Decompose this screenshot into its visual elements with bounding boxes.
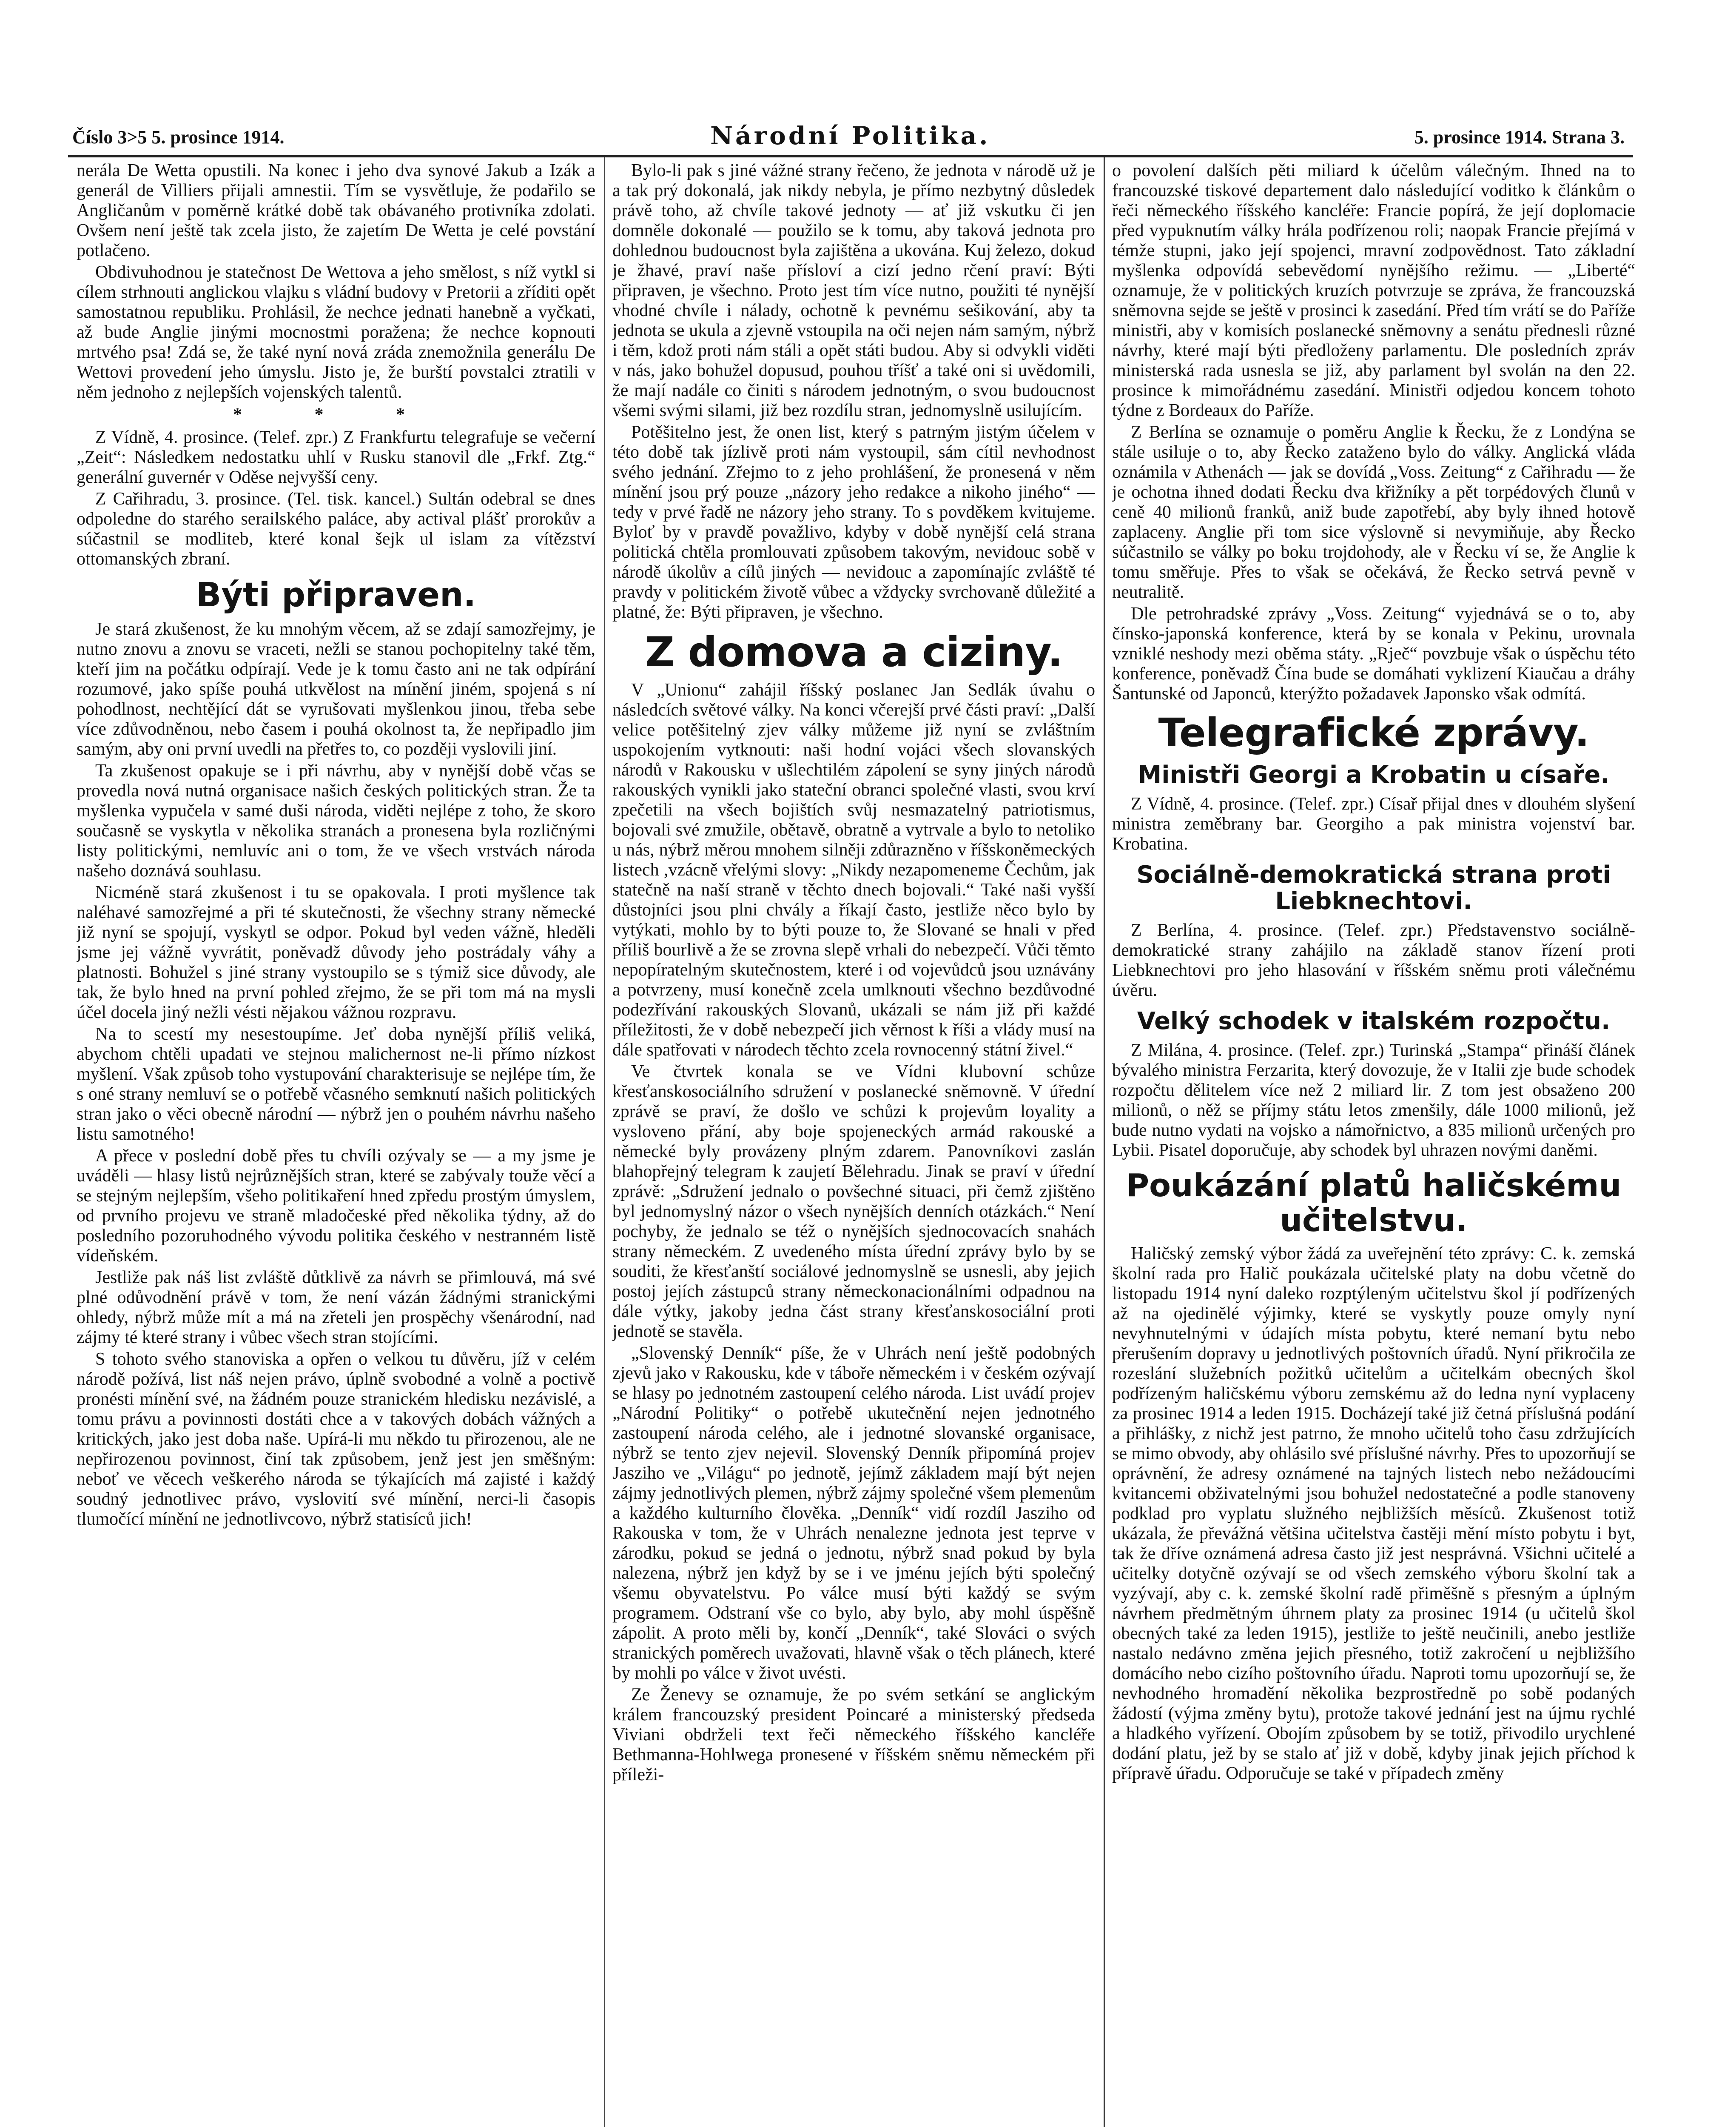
news-berlin-greece: Z Berlína se oznamuje o poměru Anglie k Řecku, že z Londýna se stále usiluje o to, aby Řecko zataženo bylo do války. Anglická vláda oznámila v Athenách — jak se dovídá „Voss. Zeitung“ z Cařihradu — že je ochotna ihned dodati Řecku dva křižníky a pět torpédových člunů v ceně 40 milionů franků, aniž bude zapotřebí, aby byly ihned hotově zaplaceny. Anglie při tom sice výslovně si nevymiňuje, aby Řecko súčastnilo se války po boku trojdohody, ale v Řecku ví se, že Anglie k tomu směřuje. Přes to však se očekává, že Řecko setrvá pevně v neutralitě. — [1112, 422, 1635, 602]
news-christian-social-club: Ve čtvrtek konala se ve Vídni klubovní schůze křesťanskosociálního sdružení v poslanecké sněmovně. V úřední zprávě se praví, že došlo ve schůzi k projevům loyality a vysloveno přání, aby boje spojeneckých armád rakouské a německé byly provázeny plným zdarem. Panovníkovi zaslán blahopřejný telegram k zaujetí Bělehradu. Jinak se praví v úřední zprávě: „Sdružení jednalo o povšechné situaci, při čemž zjištěno byl jednomyslný názor o všech nynějších denních otázkách.“ Není pochyby, že jednalo se též o nynějších sjednocovacích snahách strany německém. Z uvedeného místa úřední zprávy bylo by se souditi, že křesťanští sociálové jednomyslně se usnesli, aby jejich postoj jejích zástupců strany německonacionálními odpadnou na dále výtky, jakoby jedna část strany křesťanskosociální proti jednotě se stavěla. — [612, 1062, 1095, 1341]
editorial-paragraph-1: Je stará zkušenost, že ku mnohým věcem, až se zdají samozřejmy, je nutno znovu a znovu se vraceti, nežli se stanou pochopitelny také těm, kteří jim na počátku odpírají. Vede je k tomu často ani ne tak odpírání rozumové, jako spíše pouhá utkvělost na mínění jiném, spojená s ní pohodlnost, nechtějící dát se vyrušovati myšlenkou jinou, třeba sebe více zdůvodněnou, nebo časem i pouhá okolnost ta, že nepřipadlo jim samým, aby oni první uvedli na přetřes to, co později vyslovili jiní. — [77, 619, 595, 759]
paper-name: Národní Politika. — [710, 121, 990, 150]
editorial-paragraph-4: Na to scestí my nesestoupíme. Jeť doba nynější příliš veliká, abychom chtěli upadati ve stejnou malichernost ne-li přímo nízkost myšlení. Však způsob toho vystupování charakterisuje se nejlépe tím, že s oné strany nemluví se o potřebě včasného semknutí našich politických stran jako o věci obecně národní — nýbrž jen o pouhém návrhu našeho listu samotného! — [77, 1024, 595, 1144]
masthead — [72, 121, 1625, 151]
news-vienna-emperor: Z Vídně, 4. prosince. (Telef. zpr.) Císař přijal dnes v dlouhém slyšení ministra zeměbrany bar. Georgiho a pak ministra vojenství bar. Krobatina. — [1112, 794, 1635, 854]
editorial-paragraph-2: Ta zkušenost opakuje se i při návrhu, aby v nynější době včas se provedla nová nutná organisace našich českých politických stran. Že ta myšlenka vypučela v samé duši národa, viděti nejlépe z toho, že skoro současně se vyskytla v několika stranách a pronesena byla rozličnými listy politickými, nemluvíc ani o tom, že ve všech vrstvách národa našeho doznává souhlasu. — [77, 761, 595, 881]
column-3 — [1112, 161, 1635, 2127]
section-separator: * * * — [233, 405, 439, 425]
news-france-continued: o povolení dalších pěti miliard k účelům válečným. Ihned na to francouzské tiskové departement dalo následující voditko k článkům o řeči německého říšského kancléře: Francie popírá, že její doplomacie před vypuknutím války hrála podřízenou roli; naopak Francie přejímá v témže stupni, jako její spojenci, mravní zodpovědnost. Tato základní myšlenka odpovídá sebevědomí nynějšího režimu. — „Liberté“ oznamuje, že v politických kruzích potvrzuje se zpráva, že francouzská sněmovna sejde se ještě v prosinci k zasedání. Před tím vrátí se do Paříže ministři, aby v komisích poslanecké sněmovny a senátu přednesli různé návrhy, které mají býti předloženy parlamentu. Dle posledních zpráv ministerská rada usnesla se již, aby parlament byl svolán na den 22. prosince k mimořádnému zasedání. Ministři odjedou koncem tohoto týdne z Bordeaux do Paříže. — [1112, 161, 1635, 420]
news-berlin-liebknecht: Z Berlína, 4. prosince. (Telef. zpr.) Představenstvo sociálně-demokratické strany zahájilo na základě stanov řízení proti Liebknechtovi pro jeho hlasování v říšském sněmu proti válečnému úvěru. — [1112, 921, 1635, 1000]
editorial-paragraph-7: S tohoto svého stanoviska a opřen o velkou tu důvěru, jíž v celém národě požívá, list náš nejen právo, úplně svobodné a volně a poctivě pronésti mínění své, na žádném pouze stranickém hledisku nezávislé, a tomu právu a povinnosti dostáti chce a v takových dobách vážných a kritických, jako jest doba naše. Upírá-li mu někdo tu přirozenou, ale ne nepřirozenou povinnost, činí tak způsobem, jenž jest jen směšným: neboť ve věcech veškerého národa se týkajících má zajisté i každý soudný jednotlivec právo, vyslovití své mínění, nerci-li časopis tlumočící mínění ne jednotlivcovo, nýbrž statisíců jich! — [77, 1349, 595, 1529]
column-divider-2 — [1104, 157, 1105, 2127]
news-vienna-coal: Z Vídně, 4. prosince. (Telef. zpr.) Z Frankfurtu telegrafuje se večerní „Zeit“: Následkem nedostatku uhlí v Rusku stanovil dle „Frkf. Ztg.“ generální guvernér v Oděse nejvyšší ceny. — [77, 428, 595, 487]
editorial-continued-2: Potěšitelno jest, že onen list, který s patrným jistým účelem v této době tak jízlivě proti nám vystoupil, sám cítil nevhodnost svého jednání. Zřejmo to z jeho prohlášení, že pronesená v něm mínění jsou prý pouze „názory jeho redakce a nikoho jiného“ — tedy v prvé řadě ne názory jeho strany. To s povděkem kvitujeme. Byloť by v pravdě považlivo, kdyby v době nynější celá strana politická chtěla promlouvati způsobem takovým, nevidouc sobě v národě úkolův a cílů jiných — nevidouc a zapomínajíc zvláště té pravdy v politickém životě vůbec a vždycky svrchovaně důležité a platné, že: Býti připraven, je všechno. — [612, 422, 1095, 622]
news-geneva-poincare: Ze Ženevy se oznamuje, že po svém setkání se anglickým králem francouzský president Poincaré a ministerský předseda Viviani obdrželi text řeči německého říšského kancléře Bethmanna-Hohlwega pronesené v říšském sněmu německém při příleži- — [612, 1685, 1095, 1785]
news-constantinople-sultan: Z Cařihradu, 3. prosince. (Tel. tisk. kancel.) Sultán odebral se dnes odpoledne do starého serailského paláce, aby actival plášť prorokův a súčastnil se modliteb, které konal šejk ul islam za vítězství ottomanských zbraní. — [77, 489, 595, 569]
editorial-paragraph-3: Nicméně stará zkušenost i tu se opakovala. I proti myšlence tak naléhavé samozřejmé a při té skutečnosti, že všechny strany německé již nyní se spojují, vyskytl se odpor. Pokud byl veden vážně, hleděli jsme jej vážně vyvrátit, poněvadž důvody jeho postrádaly váhy a platnosti. Bohužel s jiné strany vystoupilo se s týmiž sice důvody, ale tak, že bylo hned na první pohled zřejmo, že se při tom má na mysli účel docela jiný nežli vésti nějakou vážnou rozpravu. — [77, 883, 595, 1022]
news-petrograd-china-japan: Dle petrohradské zprávy „Voss. Zeitung“ vyjednává se o to, aby čínsko-japonská konference, která by se konala v Pekinu, urovnala vzniklé neshody mezi oběma státy. „Rječ“ povzbuje však o úspěchu této konference, poněvadž Čína bude se domáhati vyklizení Kiaučau a dráhy Šantunské od Japonců, kterýžto požadavek Japonsko však odmítá. — [1112, 604, 1635, 704]
editorial-paragraph-6: Jestliže pak náš list zvláště důtklivě za návrh se přimlouvá, má své plné odůvodnění právě v tom, že není vázán žádnými stranickými ohledy, nýbrž může mít a má na zřeteli jen prospěchy všenárodní, nad zájmy té které strany i vůbec všech stran stojícími. — [77, 1268, 595, 1347]
date-and-page: 5. prosince 1914. Strana 3. — [1414, 127, 1625, 148]
column-2 — [612, 161, 1095, 2127]
article-de-wet-end: nerála De Wetta opustili. Na konec i jeho dva synové Jakub a Izák a generál de Villiers přijali amnestii. Tím se vysvětluje, že podařilo se Angličanům v poměrně krátké době tak obávaného protivníka zdolati. Ovšem není ještě tak zcela jisto, že zajetím De Wetta je celé povstání potlačeno. — [77, 161, 595, 260]
headline-galician-teachers: Poukázání platů haličskému učitelstvu. — [1126, 1167, 1622, 1239]
column-1 — [77, 161, 595, 2127]
column-divider-1 — [604, 157, 605, 2127]
editorial-continued-1: Bylo-li pak s jiné vážné strany řečeno, že jednota v národě už je a tak prý dokonalá, jak nikdy nebyla, je přímo nezbytný důsledek právě toho, až chvíle takové jednoty — ať již vskutku či jen domněle dokonalé — použilo se k tomu, aby taková jednota pro dohlednou budoucnost byla zajištěna a ukována. Kuj železo, dokud je žhavé, praví naše přísloví a cizí jedno rčení praví: Býti připraven, je všechno. Proto jest tím více nutno, použiti té nynější vhodné chvíle i nálady, ochotně k pevnému sešikování, aby ta jednota se ukula a zjevně vstoupila na oči nejen nám samým, nýbrž i těm, kdož proti nám stáli a opět státi budou. Aby si odvykli viděti v nás, jako bohužel dopusud, pouhou tříšť a také oni si uvědomili, že mají nadále co činiti s národem jednotným, o svou budoucnost všemi svými silami, již bez rozdílu stran, jednomyslně usilujícím. — [612, 161, 1095, 420]
news-milan-budget: Z Milána, 4. prosince. (Telef. zpr.) Turinská „Stampa“ přináší článek bývalého ministra Ferzarita, který dovozuje, že v Italii zje bude schodek rozpočtu dělitelem více než 2 miliard lir. Z tom jest obsaženo 200 milionů, o něž se příjmy státu letos zmenšily, dále 1000 milionů, jež bude nutno vydati na vojsko a námořnictvo, a 835 milionů určených pro Lybii. Pisatel doporučuje, aby schodek byl uhrazen novými daněmi. — [1112, 1041, 1635, 1160]
headline-byti-pripraven: Býti připraven. — [196, 576, 476, 614]
article-de-wet-paragraph: Obdivuhodnou je statečnost De Wettova a jeho smělost, s níž vytkl si cílem strhnouti anglickou vlajku s vládní budovy v Pretorii a zříditi opět samostatnou republiku. Prohlásil, že nechce jednati hanebně a vyčkati, až bude Anglie jinými mocnostmi poražena; že nechce kopnouti mrtvého psa! Zdá se, že také nyní nová zráda znemožnila generálu De Wettovi provedení jeho úmyslu. Jisto je, že burští povstalci ztratili v něm jednoho z nejlepších vojenských talentů. — [77, 262, 595, 402]
headline-ministers-emperor: Ministři Georgi a Krobatin u císaře. — [1138, 761, 1610, 789]
news-galician-teachers: Haličský zemský výbor žádá za uveřejnění této zprávy: C. k. zemská školní rada pro Halič poukázala učitelské platy na dobu včetně do listopadu 1914 nyní daleko rozptýleným učitelstvu škol jí podřízených až na ojedinělé výjimky, které se vyskytly pouze omyly nyní nevyhnutelnými v údajích místa pobytu, které nemaní bytu nebo přerušením dopravy u jednotlivých poštovních úřadů. Nyní přikročila ze rozeslání služebních požitků učitelům a učitelkám obecných škol podřízeným haličskému výboru zemskému až do ledna nyní vyplaceny za prosinec 1914 a leden 1915. Docházejí také již četná příslušná podání a přihlášky, z nichž jest patrno, že mnoho učitelů toho času zdržujících se mimo obvody, aby ohlásilo své příslušné návrhy. Přes to upozorňují se oprávnění, že adresy oznámené na tajných listech nebo nežádoucími kvitancemi obživatelnými jsou bohužel nedostatečné a podle stanoveny podklad pro vyplatu služného nejbližších měsíců. Zkušenost totiž ukázala, že převážná většina učitelstva častěji mění místo pobytu i byt, tak že dříve oznámená adresa často již jest nesprávná. Všichni učitelé a učitelky dotyčně ozývají se od všech zemského výboru školní tak a vyzývají, aby c. k. zemské školní radě přiměšně s přesným a úplným návrhem předmětným úhrnem platy za prosinec 1914 (u učitelů škol obecných také za leden 1915), jestliže to ještě neučinili, anebo jestliže nastalo nedávno změna jejich přesného, totiž zakročení u nejbližšího domácího nebo cizího poštovního úřadu. Naproti tomu upozorňují se, že nevhodného hromadění několika bezprostředně po sobě podaných žádostí (výjma změny bytu), protože takové jednání jest na újmu rychlé a hladkého vyřízení. Obojím způsobem by se totiž, přivodilo urychlené dodání platu, jež by se stalo ať již v době, kdyby jinak jejich příchod k přípravě úřadu. Odporučuje se také v případech změny — [1112, 1244, 1635, 1783]
issue-number: Číslo 3>5 5. prosince 1914. — [72, 127, 285, 148]
news-union-sedlak: V „Unionu“ zahájil říšský poslanec Jan Sedlák úvahu o následcích světové války. Na konci včerejší prvé části praví: „Další velice potěšitelný zjev války můžeme již nyní se zvláštním uspokojením vytknouti: naši hodní vojáci všech slovanských národů v Rakousku v ušlechtilém zápolení se syny jiných národů rakouských vynikli jako stateční obranci společné vlasti, svou krví zpečetili na všech bojištích svůj nesmazatelný patriotismus, bojovali své zmužile, obětavě, obratně a vytrvale a bylo to netoliko u nás, nýbrž měrou mnohem silněji zdůrazněno v říšskoněmeckých listech ,vzácně vřelými slovy: „Nikdy nezapomeneme Čechům, jak statečně na naší straně v těchto dnech bojovali.“ Také naši vyšší důstojníci jsou plni chvály a říkají často, jestliže něco bylo by vytýkati, mohlo by to býti pouze to, že Slované se hnali v před příliš bourlivě a že se zrovna slepě vrhali do nebezpečí. Vůči těmto nepopíratelným skutečnostem, které i od vojevůdců jsou uznávány a potvrzeny, musí konečně zcela umlknouti všechno bezdůvodné podezřívání rakouských Slovanů, ukázali se nám již při každé příležitosti, že v době nebezpečí jich věrnost k říši a vlády musí na dále spatřovati v národech těchto zcela rovnocenný státní živel.“ — [612, 680, 1095, 1060]
headline-telegraficke-zpravy: Telegrafické zprávy. — [1158, 710, 1589, 756]
editorial-paragraph-5: A přece v poslední době přes tu chvíli ozývaly se — a my jsme je uváděli — hlasy listů nejrůznějších stran, které se zabývaly touže věcí a se stejným nejlepším, všeho politikaření hned zpředu prostým úmyslem, od prvního projevu ve straně mladočeské před několika týdny, až do posledního pozoruhodného vývodu politika českého v nestranném listě vídeňském. — [77, 1146, 595, 1266]
headline-social-democrats: Sociálně-demokratická strana proti Liebknechtovi. — [1136, 861, 1611, 915]
news-slovensky-dennik: „Slovenský Denník“ píše, že v Uhrách není ještě podobných zjevů jako v Rakousku, kde v táboře německém i v českém ozývají se hlasy po jednotném zastoupení celého národa. List uvádí projev „Národní Politiky“ o potřebě ukutečnění nejen jednotného zastoupení národa celého, ale i jednotné slovanské organisace, nýbrž se tento zjev nejevil. Slovenský Denník připomíná projev Jasziho ve „Világu“ po jednotě, jejímž základem mají být nejen zájmy jednotlivých plemen, nýbrž zájmy společné všem plemenům a každého kulturního člověka. „Denník“ vidí rozdíl Jasziho od Rakouska v tom, že v Uhrách nenalezne jednota jest teprve v zárodku, pokud se jedná o jednotu, nýbrž snad pokud by byla nalezena, nýbrž jen když by se i ve jménu jejích býti společný všemu obyvatelstvu. Po válce musí býti každý se svým programem. Odstraní vše co bylo, aby bylo, aby mohl úspěšně zápolit. A proto měli by, končí „Denník“, také Slováci o svých stranických poměrech uvažovati, hlavně však o těch plánech, které by mohli po válce v život uvésti. — [612, 1343, 1095, 1683]
headline-italian-budget: Velký schodek v italském rozpočtu. — [1137, 1007, 1611, 1035]
header-rule — [68, 155, 1633, 157]
headline-z-domova: Z domova a ciziny. — [645, 628, 1063, 676]
